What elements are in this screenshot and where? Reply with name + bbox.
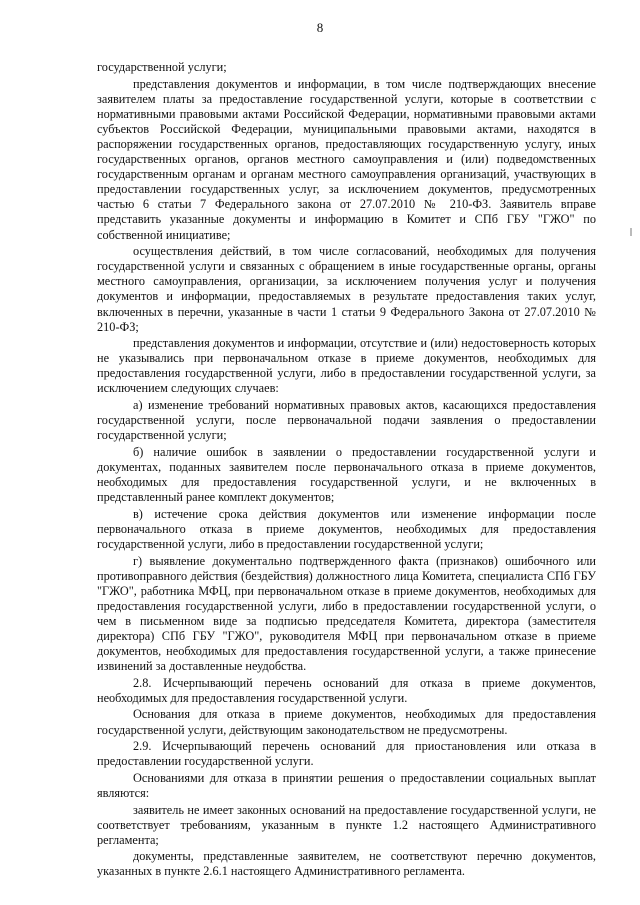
paragraph-documents-information: представления документов и информации, в том числе подтверждающих внесение заявителем платы за предоставление государственной услуги, которые в соответствии с нормативными правовыми актами Российской Федерации, нормативными правовыми актами субъектов Российской Федерации, муниципальными правовыми актами, находятся в распоряжении государственных органов, предоставляющих государственную услугу, иных государственных органов, органов местного самоуправления и (или) подведомственных государственным органам и органам местного самоуправления организаций, участвующих в предоставлении государственных услуг, за исключением документов, предусмотренных частью 6 статьи 7 Федерального закона от 27.07.2010 № 210-ФЗ. Заявитель вправе представить указанные документы и информацию в Комитет и СПб ГБУ "ГЖО" по собственной инициативе; [97,76,596,242]
paragraph-case-a: а) изменение требований нормативных правовых актов, касающихся предоставления государственной услуги, после первоначальной подачи заявления о предоставлении государственной услуги; [97,398,596,443]
paragraph-missing-documents: представления документов и информации, отсутствие и (или) недостоверность которых не указывались при первоначальном отказе в приеме документов, необходимых для предоставления государственной услуги, либо в предоставлении государственной услуги, за исключением следующих случаев: [97,336,596,396]
paragraph-case-v: в) истечение срока действия документов или изменение информации после первоначального отказа в приеме документов, необходимых для предоставления государственной услуги, либо в предоставлении государственной услуги; [97,506,596,551]
page-number: 8 [316,20,324,35]
scan-margin-mark [630,228,632,236]
paragraph-section-2-8: 2.8. Исчерпывающий перечень оснований для отказа в приеме документов, необходимых для предоставления государственной услуги. [97,675,596,705]
paragraph-refusal-grounds: Основаниями для отказа в принятии решения о предоставлении социальных выплат являются: [97,770,596,800]
paragraph-refusal-grounds-none: Основания для отказа в приеме документов, необходимых для предоставления государственной услуги, действующим законодательством не предусмотрены. [97,707,596,737]
paragraph-case-g: г) выявление документально подтвержденного факта (признаков) ошибочного или противоправного действия (бездействия) должностного лица Комитета, специалиста СПб ГБУ "ГЖО", работника МФЦ, при первоначальном отказе в приеме документов, необходимых для предоставления государственной услуги, либо в предоставлении государственной услуги, о чем в письменном виде за подписью председателя Комитета, директора (заместителя директора) СПб ГБУ "ГЖО", руководителя МФЦ при первоначальном отказе в приеме документов, необходимых для предоставления государственной услуги, а также принесение извинений за доставленные неудобства. [97,553,596,674]
paragraph-ground-documents-mismatch: документы, представленные заявителем, не соответствуют перечню документов, указанных в пункте 2.6.1 настоящего Административного регламента. [97,849,596,879]
paragraph-section-2-9: 2.9. Исчерпывающий перечень оснований для приостановления или отказа в предоставлении государственной услуги. [97,739,596,769]
paragraph-actions-approvals: осуществления действий, в том числе согласований, необходимых для получения государственной услуги и связанных с обращением в иные государственные органы, органы местного самоуправления, организации, за исключением получения услуг и получения документов и информации, предоставляемых в результате предоставления таких услуг, включенных в перечни, указанные в части 1 статьи 9 Федерального Закона от 27.07.2010 № 210-ФЗ; [97,244,596,334]
paragraph-continuation: государственной услуги; [97,60,227,74]
paragraph-ground-no-legal-basis: заявитель не имеет законных оснований на предоставление государственной услуги, не соответствует требованиям, указанным в пункте 1.2 настоящего Административного регламента; [97,802,596,847]
page-body [97,60,596,881]
paragraph-case-b: б) наличие ошибок в заявлении о предоставлении государственной услуги и документах, поданных заявителем после первоначального отказа в приеме документов, необходимых для предоставления государственной услуги, и не включенных в представленный ранее комплект документов; [97,444,596,505]
